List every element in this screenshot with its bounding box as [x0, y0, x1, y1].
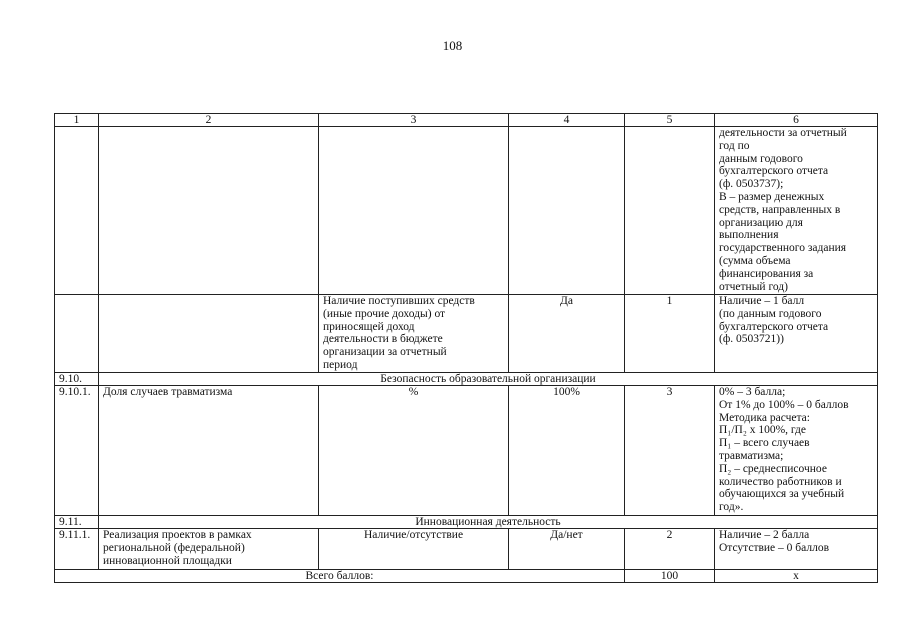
total-criteria: х — [715, 570, 878, 583]
total-row — [55, 570, 878, 583]
table-row-income — [55, 295, 878, 373]
criteria-cell: Наличие – 2 балла Отсутствие – 0 баллов — [715, 529, 878, 570]
indicator-name: Доля случаев травматизма — [99, 386, 319, 516]
table-row-continuation — [55, 127, 878, 295]
header-cell-6: 6 — [715, 114, 878, 127]
header-cell-1: 1 — [55, 114, 99, 127]
header-cell-3: 3 — [319, 114, 509, 127]
indicator-name: Реализация проектов в рамках региональной (федеральной) инновационной площадки — [99, 529, 319, 570]
unit-cell: Наличие/отсутствие — [319, 529, 509, 570]
section-number: 9.11. — [55, 516, 99, 529]
header-cell-5: 5 — [625, 114, 715, 127]
header-cell-4: 4 — [509, 114, 625, 127]
table-header-row — [55, 114, 878, 127]
income-criteria-cell: Наличие – 1 балл (по данным годового бухгалтерского отчета (ф. 0503721)) — [715, 295, 878, 373]
criteria-cell: 0% – 3 балла; От 1% до 100% – 0 баллов Методика расчета: П₁/П₂ x 100%, где П₁ – всего случаев травматизма; П₂ – среднесписочное количество работников и обучающихся за учебный год». — [715, 386, 878, 516]
criteria-table — [54, 113, 878, 583]
income-value-cell: Да — [509, 295, 625, 373]
row-number: 9.11.1. — [55, 529, 99, 570]
income-score-cell: 1 — [625, 295, 715, 373]
header-cell-2: 2 — [99, 114, 319, 127]
table-row-9-10-1 — [55, 386, 878, 516]
section-title: Инновационная деятельность — [99, 516, 878, 529]
page-number: 108 — [442, 38, 463, 53]
target-value-cell: 100% — [509, 386, 625, 516]
section-title: Безопасность образовательной организации — [99, 373, 878, 386]
unit-cell: % — [319, 386, 509, 516]
target-value-cell: Да/нет — [509, 529, 625, 570]
section-row-9-10 — [55, 373, 878, 386]
table-row-9-11-1 — [55, 529, 878, 570]
max-score-cell: 3 — [625, 386, 715, 516]
row-number: 9.10.1. — [55, 386, 99, 516]
income-indicator-cell: Наличие поступивших средств (иные прочие доходы) от приносящей доход деятельности в бюджете организации за отчетный период — [319, 295, 509, 373]
continuation-criteria-cell: деятельности за отчетный год по данным годового бухгалтерского отчета (ф. 0503737); В – размер денежных средств, направленных в организацию для выполнения государственного задания (сумма объема финансирования за отчетный год) — [715, 127, 878, 295]
max-score-cell: 2 — [625, 529, 715, 570]
section-row-9-11 — [55, 516, 878, 529]
total-value: 100 — [625, 570, 715, 583]
section-number: 9.10. — [55, 373, 99, 386]
total-label: Всего баллов: — [55, 570, 625, 583]
